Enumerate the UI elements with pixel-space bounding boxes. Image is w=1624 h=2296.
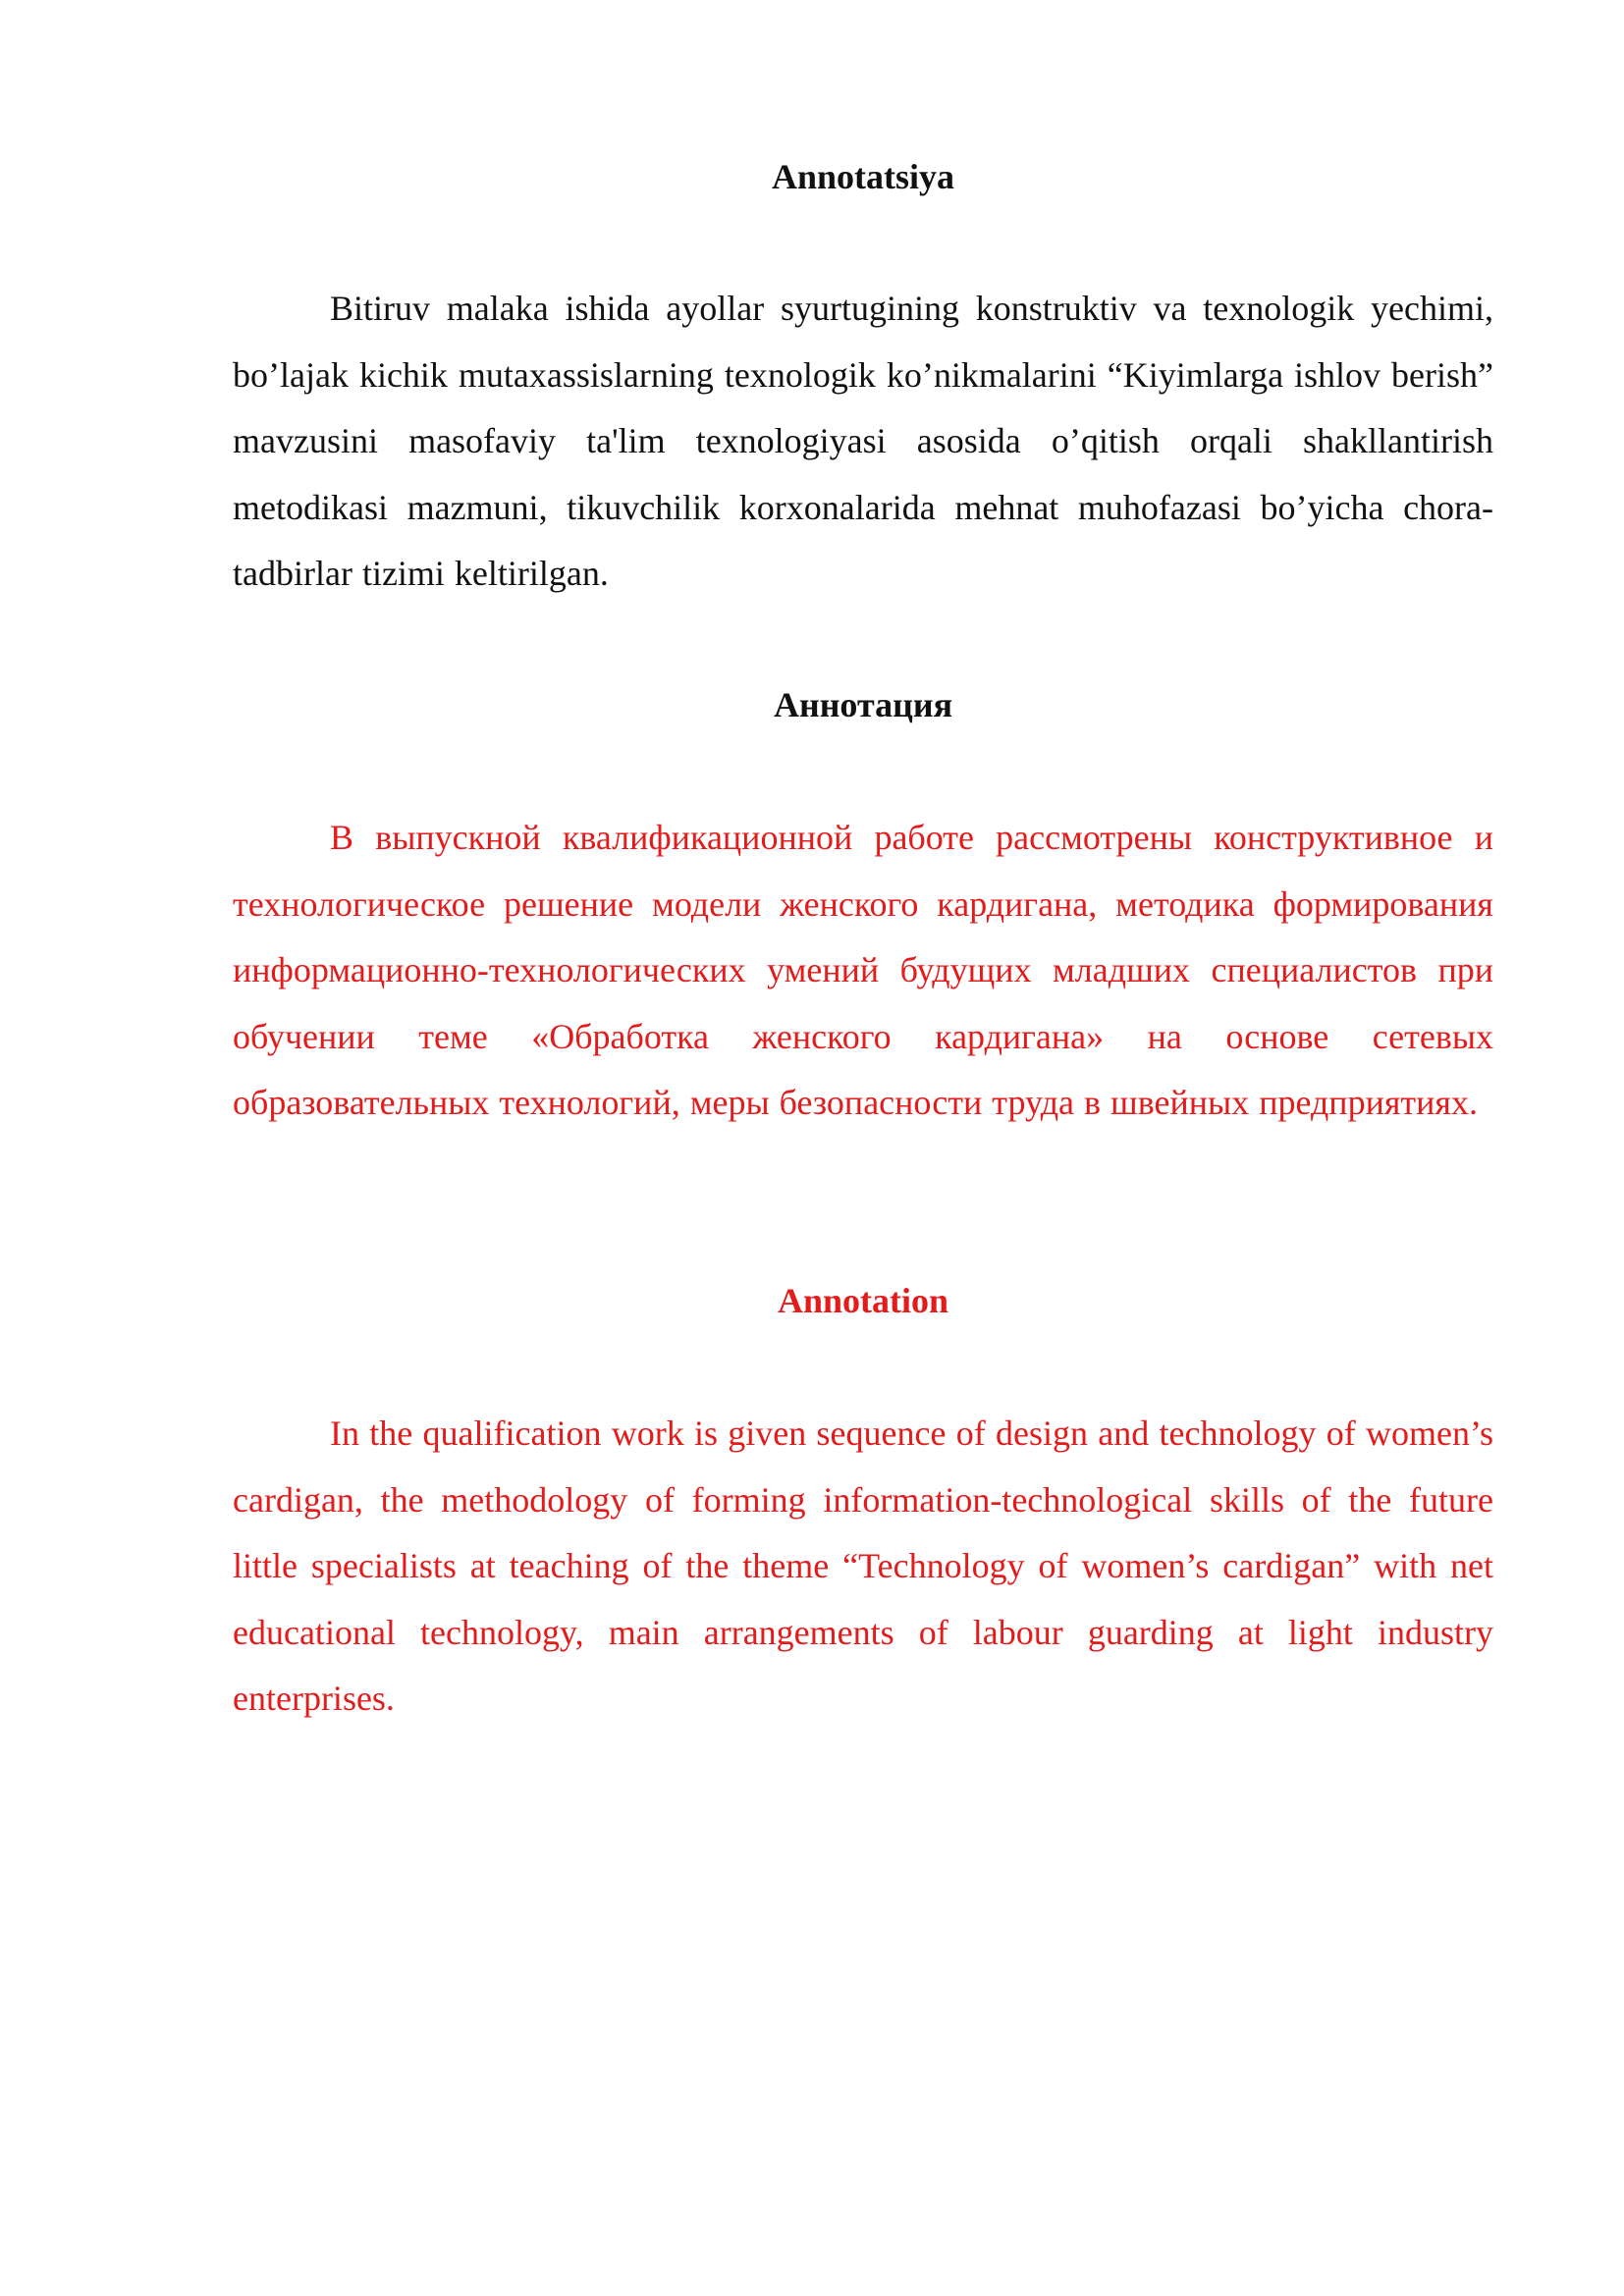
uzbek-annotation-paragraph: Bitiruv malaka ishida ayollar syurtugining konstruktiv va texnologik yechimi, bo’lajak kichik mutaxassislarning texnologik ko’nikmalarini “Kiyimlarga ishlov berish” mavzusini masofaviy ta'lim texnologiyasi asosida o’qitish orqali shakllantirish metodikasi mazmuni, tikuvchilik korxonalarida mehnat muhofazasi bo’yicha chora-tadbirlar tizimi keltirilgan. (233, 289, 1493, 593)
russian-annotation-heading-block (233, 683, 1493, 726)
english-annotation-heading-block (233, 1279, 1493, 1322)
russian-annotation-heading: Аннотация (773, 685, 953, 724)
english-annotation-paragraph: In the qualification work is given sequence of design and technology of women’s cardigan, the methodology of forming information-technological skills of the future little specialists at teaching of the theme “Technology of women’s cardigan” with net educational technology, main arrangements of labour guarding at light industry enterprises. (233, 1414, 1493, 1718)
uzbek-annotation-body-block (233, 276, 1493, 608)
english-annotation-heading: Annotation (777, 1281, 949, 1320)
english-annotation-body-block (233, 1401, 1493, 1733)
russian-annotation-body-block (233, 805, 1493, 1137)
uzbek-annotation-heading-block (233, 155, 1493, 198)
russian-annotation-paragraph: В выпускной квалификационной работе рассмотрены конструктивное и технологическое решение модели женского кардигана, методика формирования информационно-технологических умений будущих младших специалистов при обучении теме «Обработка женского кардигана» на основе сетевых образовательных технологий, меры безопасности труда в швейных предприятиях. (233, 818, 1493, 1122)
uzbek-annotation-heading: Annotatsiya (771, 157, 955, 196)
